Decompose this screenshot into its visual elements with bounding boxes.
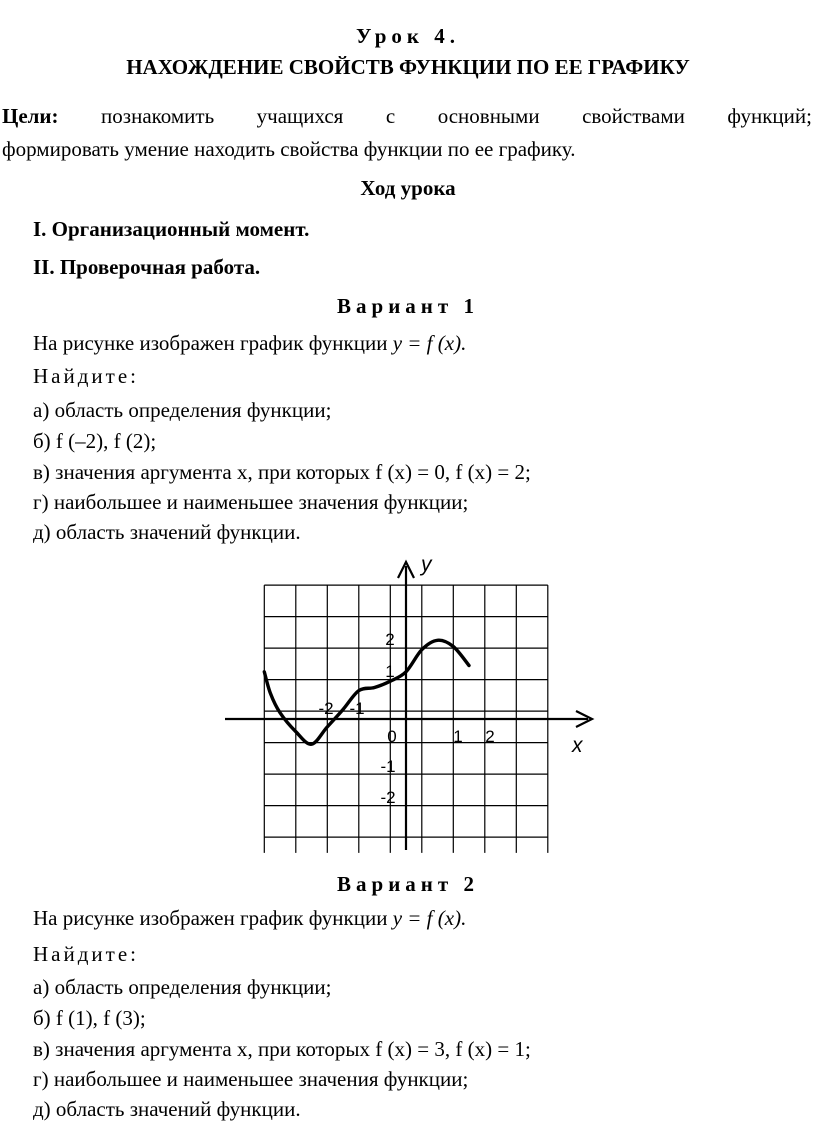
course-heading: Ход урока	[360, 176, 456, 200]
function-curve	[264, 640, 469, 744]
variant-2-task-e: д) область значений функции.	[33, 1097, 301, 1121]
variant-1-task-c: в) значения аргумента x, при которых f (x) = 0, f (x) = 2;	[33, 460, 531, 484]
goals-text-2: формировать умение находить свойства функции по ее графику.	[2, 137, 576, 161]
stage-2: II. Проверочная работа.	[33, 255, 261, 279]
variant-2-intro-text: На рисунке изображен график функции	[33, 906, 388, 930]
y-tick-label: -1	[380, 757, 396, 776]
variant-2-task-a: а) область определения функции;	[33, 975, 332, 999]
variant-2-intro-formula: y = f (x).	[392, 906, 467, 930]
x-axis-label: x	[572, 734, 583, 757]
variant-1-heading: Вариант 1	[337, 294, 479, 318]
page-title: НАХОЖДЕНИЕ СВОЙСТВ ФУНКЦИИ ПО ЕЕ ГРАФИКУ	[126, 55, 690, 79]
x-tick-label: -1	[349, 699, 365, 718]
x-tick-label: 1	[453, 727, 463, 746]
variant-1-intro-text: На рисунке изображен график функции	[33, 331, 388, 355]
lesson-label: Урок 4.	[356, 24, 460, 48]
stage-1: I. Организационный момент.	[33, 217, 310, 241]
variant-1-task-a: а) область определения функции;	[33, 398, 332, 422]
y-tick-label: -2	[380, 788, 396, 807]
variant-2-heading: Вариант 2	[337, 872, 479, 896]
variant-1-task-e: д) область значений функции.	[33, 520, 301, 544]
y-tick-label: 1	[385, 662, 395, 681]
x-tick-label: 2	[485, 727, 495, 746]
variant-2-task-b: б) f (1), f (3);	[33, 1006, 146, 1030]
goals-text-1: познакомить учащихся с основными свойствами функций;	[101, 104, 812, 128]
y-axis	[398, 562, 414, 850]
variant-1-task-d: г) наибольшее и наименьшее значения функции;	[33, 490, 469, 514]
variant-2-task-c: в) значения аргумента x, при которых f (x) = 3, f (x) = 1;	[33, 1037, 531, 1061]
variant-1-find-label: Найдите:	[33, 364, 139, 388]
origin-label: 0	[387, 727, 397, 746]
variant-2-task-d: г) наибольшее и наименьшее значения функции;	[33, 1067, 469, 1091]
variant-1-task-b: б) f (–2), f (2);	[33, 429, 157, 453]
variant-2-intro	[33, 906, 466, 930]
y-tick-label: 2	[385, 630, 395, 649]
variant-1-intro-formula: y = f (x).	[392, 331, 467, 355]
x-tick-label: -2	[318, 699, 334, 718]
variant-2-find-label: Найдите:	[33, 942, 139, 966]
y-axis-label: y	[421, 553, 432, 576]
goals-label: Цели:	[2, 104, 59, 128]
